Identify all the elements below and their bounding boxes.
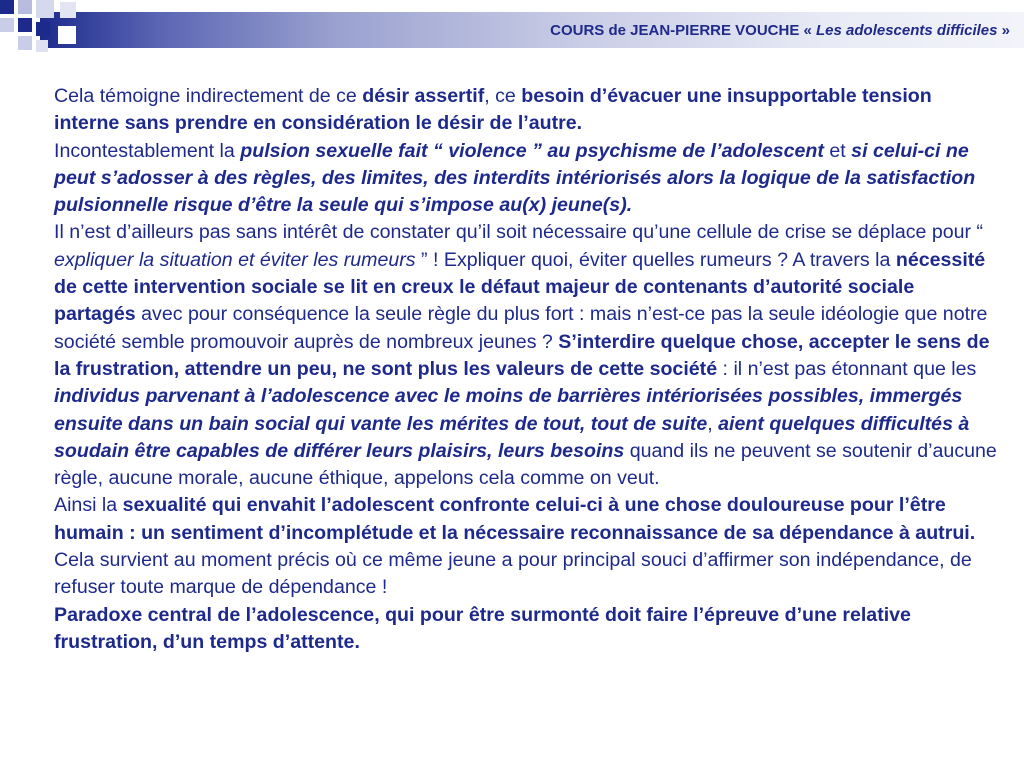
paragraph (54, 602, 1000, 657)
text-run: Ainsi la (54, 494, 123, 517)
text-run: expliquer la situation et éviter les rumeurs (54, 248, 416, 271)
text-run: : il n’est pas étonnant que les (717, 357, 977, 380)
deco-square (0, 0, 14, 14)
text-run: Cela témoigne indirectement de ce (54, 85, 363, 107)
deco-square (18, 36, 32, 50)
header-title: Les adolescents difficiles (816, 22, 998, 39)
text-run: , (707, 412, 719, 435)
text-run: S’interdire quelque chose, accepter le sens de la frustration, attendre un peu, ne sont plus les valeurs de cette société (54, 330, 990, 380)
deco-square (36, 0, 54, 18)
text-run: individus parvenant à l’adolescence avec le moins de barrières intériorisées possibles, immergés ensuite dans un bain social qui vante les mérites de tout, tout de suite (54, 385, 963, 435)
text-run: si celui-ci ne peut s’adosser à des règles, des limites, des interdits intériorisés alors la logique de la satisfaction pulsionnelle risque d’être la seule qui s’impose au(x) jeune(s). (54, 139, 976, 217)
text-run: aient quelques difficultés à soudain être capables de différer leurs plaisirs, leurs besoins (54, 412, 970, 462)
text-run: ” ! Expliquer quoi, éviter quelles rumeurs ? A travers la (415, 248, 896, 271)
body-text (54, 83, 1000, 656)
text-run: pulsion sexuelle fait “ violence ” au psychisme de l’adolescent (240, 139, 824, 162)
deco-square (58, 26, 76, 44)
header-prefix: COURS de JEAN-PIERRE VOUCHE « (550, 22, 817, 39)
text-run: nécessité de cette intervention sociale se lit en creux le défaut majeur de contenants d’autorité sociale partagés (54, 248, 986, 326)
text-run: quand ils ne peuvent se soutenir d’aucune règle, aucune morale, aucune éthique, appelons cela comme on veut. (54, 439, 997, 490)
text-run: sexualité qui envahit l’adolescent confronte celui-ci à une chose douloureuse pour l’être humain : un sentiment d’incomplétude et la nécessaire reconnaissance de sa dépendance à autrui. (54, 494, 976, 544)
deco-square (18, 18, 32, 32)
paragraph (54, 492, 1000, 601)
paragraph (54, 138, 1000, 220)
paragraph (54, 83, 1000, 138)
text-run: Cela survient au moment précis où ce même jeune a pour principal souci d’affirmer son indépendance, de refuser toute marque de dépendance ! (54, 549, 972, 599)
course-header (550, 22, 1010, 39)
text-run: Il n’est d’ailleurs pas sans intérêt de constater qu’il soit nécessaire qu’une cellule de crise se déplace pour “ (54, 221, 984, 244)
text-run: Paradoxe central de l’adolescence, qui pour être surmonté doit faire l’épreuve d’une relative frustration, d’un temps d’attente. (54, 603, 911, 653)
text-run: désir assertif (362, 85, 485, 107)
deco-square (60, 2, 76, 18)
text-run: , ce (484, 85, 522, 107)
text-run: besoin d’évacuer une insupportable tension interne sans prendre en considération le désir de l’autre. (54, 85, 932, 135)
header-suffix: » (997, 22, 1010, 39)
text-run: Incontestablement la (54, 139, 241, 162)
deco-square (0, 18, 14, 32)
deco-square (36, 40, 48, 52)
deco-square (36, 22, 50, 36)
text-run: et (823, 139, 852, 162)
deco-square (18, 0, 32, 14)
paragraph (54, 219, 1000, 492)
text-run: avec pour conséquence la seule règle du plus fort : mais n’est-ce pas la seule idéologie que notre société semble promouvoir auprès de nombreux jeunes ? (54, 303, 988, 353)
